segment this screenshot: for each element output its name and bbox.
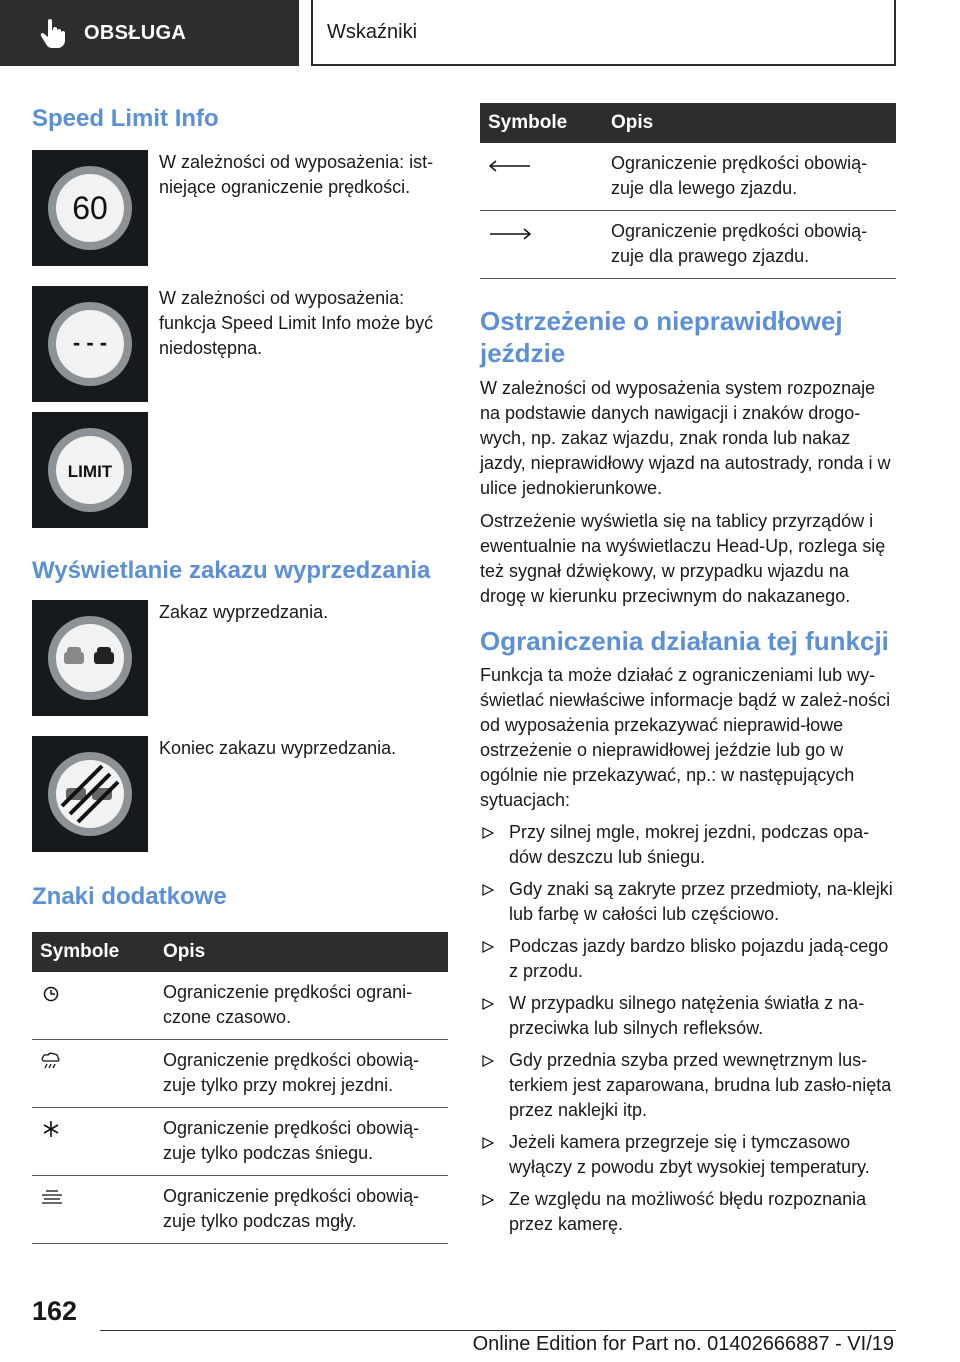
right-column [480,100,896,1237]
section-tab-label: OBSŁUGA [84,21,187,44]
list-item-text: Podczas jazdy bardzo blisko pojazdu jadą-cego z przodu. [509,936,889,981]
edition-note: Online Edition for Part no. 01402666887 - VI/19 [472,1333,894,1355]
table-header-row [32,932,448,972]
limit-sign-icon [32,412,148,528]
chapter-title: Wskaźniki [311,0,896,66]
page-number: 162 [32,1296,78,1326]
wrong-way-paragraph: W zależności od wyposażenia system rozpoznaje na podstawie danych nawigacji i znaków drogo-wych, np. zakaz wjazdu, znak ronda lub nakaz jazdy, nieprawidłowy wjazd na autostrady, ronda i w ulice jednokierunkowe. [480,378,891,498]
triangle-bullet-icon [482,1137,494,1149]
column-header-description: Opis [603,103,896,143]
list-item-text: W przypadku silnego natężenia światła z na-przeciwka lub silnych refleksów. [509,993,865,1038]
sign-row [32,150,448,266]
sign-row [32,286,448,402]
sign-description: Zakaz wyprzedzania. [159,602,329,622]
table-row [480,143,896,211]
additional-signs-heading: Znaki dodatkowe [32,883,227,910]
row-description: Ograniczenie prędkości obowią-zuje tylko podczas śniegu. [155,1108,448,1176]
triangle-bullet-icon [482,941,494,953]
limits-paragraph: Funkcja ta może działać z ograniczeniami lub wy-świetlać niewłaściwe informacje bądź w zależ-ności od wyposażenia przekazywać nieprawid-łowe ostrzeżenie o nieprawidłowej jeździe lub go w ogólnie nie przekazywać, np.: w następujących sytuacjach: [480,665,891,810]
triangle-bullet-icon [482,998,494,1010]
list-item-text: Przy silnej mgle, mokrej jezdni, podczas opa-dów deszczu lub śniegu. [509,822,870,867]
sign-row [32,736,448,852]
triangle-bullet-icon [482,884,494,896]
table-row [32,1108,448,1176]
list-item-text: Gdy znaki są zakryte przez przedmioty, na-klejki lub farbę w całości lub częściowo. [509,879,893,924]
arrow-left-icon [480,143,603,211]
table-row [32,972,448,1040]
row-description: Ograniczenie prędkości obowią-zuje tylko przy mokrej jezdni. [155,1040,448,1108]
table-row [32,1176,448,1244]
svg-text:LIMIT: LIMIT [67,462,113,481]
hand-pointer-icon [40,18,66,48]
table-row [480,211,896,279]
additional-signs-table [32,932,448,1244]
left-column [32,100,448,1244]
fog-icon [32,1176,155,1244]
section-tab[interactable] [0,0,299,66]
clock-icon [32,972,155,1040]
sign-row [32,600,448,716]
arrow-right-icon [480,211,603,279]
column-header-description: Opis [155,932,448,972]
table-header-row [480,103,896,143]
list-item [480,934,896,984]
limits-heading: Ograniczenia działania tej funkcji [480,626,889,656]
svg-text:60: 60 [72,190,108,226]
svg-text:- - -: - - - [72,330,108,355]
speed-limit-heading: Speed Limit Info [32,105,219,132]
triangle-bullet-icon [482,1055,494,1067]
column-header-symbol: Symbole [480,103,603,143]
table-row [32,1040,448,1108]
list-item [480,991,896,1041]
list-item-text: Ze względu na możliwość błędu rozpoznania przez kamerę. [509,1189,867,1234]
overtaking-heading: Wyświetlanie zakazu wyprzedzania [32,557,431,584]
rain-icon [32,1040,155,1108]
exit-signs-table [480,103,896,279]
row-description: Ograniczenie prędkości obowią-zuje dla lewego zjazdu. [603,143,896,211]
list-item [480,1048,896,1123]
list-item [480,820,896,870]
no-limit-info-sign-icon [32,286,148,402]
end-no-overtaking-sign-icon [32,736,148,852]
limits-list [480,820,896,1237]
list-item [480,1187,896,1237]
page-header [0,0,960,66]
triangle-bullet-icon [482,1194,494,1206]
row-description: Ograniczenie prędkości obowią-zuje dla prawego zjazdu. [603,211,896,279]
sign-description: W zależności od wyposażenia: ist-niejące ograniczenie prędkości. [159,152,434,197]
snowflake-icon [32,1108,155,1176]
wrong-way-heading: Ostrzeżenie o nieprawidłowej jeździe [480,306,843,368]
list-item [480,1130,896,1180]
triangle-bullet-icon [482,827,494,839]
speed-60-sign-icon [32,150,148,266]
row-description: Ograniczenie prędkości ograni-czone czasowo. [155,972,448,1040]
list-item-text: Jeżeli kamera przegrzeje się i tymczasowo wyłączy z powodu zbyt wysokiej temperatury. [509,1132,870,1177]
column-header-symbol: Symbole [32,932,155,972]
no-overtaking-sign-icon [32,600,148,716]
list-item-text: Gdy przednia szyba przed wewnętrznym lus-terkiem jest zaparowana, brudna lub zasło-nięta przez naklejki itp. [509,1050,892,1120]
sign-description: Koniec zakazu wyprzedzania. [159,738,397,758]
sign-description: W zależności od wyposażenia: funkcja Speed Limit Info może być niedostępna. [159,288,434,358]
footer-divider [100,1330,896,1331]
list-item [480,877,896,927]
sign-row [32,412,448,528]
wrong-way-paragraph: Ostrzeżenie wyświetla się na tablicy przyrządów i ewentualnie na wyświetlaczu Head-Up, rozlega się też sygnał dźwiękowy, w przypadku wjazdu na drogę w kierunku przeciwnym do nakazanego. [480,511,886,606]
row-description: Ograniczenie prędkości obowią-zuje tylko podczas mgły. [155,1176,448,1244]
